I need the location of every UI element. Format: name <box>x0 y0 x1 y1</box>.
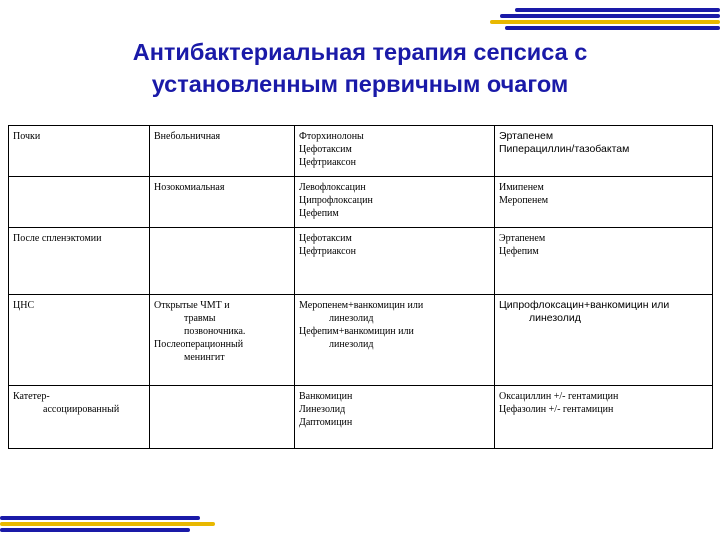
cell-site: ЦНС <box>9 295 150 386</box>
cell-first-line: Фторхинолоны Цефотаксим Цефтриаксон <box>295 126 495 177</box>
cell-site: Почки <box>9 126 150 177</box>
table-row <box>9 228 713 295</box>
cell-alternative: Имипенем Меропенем <box>495 177 713 228</box>
cell-type <box>150 228 295 295</box>
cell-alternative: Эртапенем Пиперациллин/тазобактам <box>495 126 713 177</box>
title-line-2: установленным первичным очагом <box>151 71 569 97</box>
cell-alternative: Оксациллин +/- гентамицин Цефазолин +/- гентамицин <box>495 386 713 449</box>
cell-site <box>9 177 150 228</box>
cell-first-line: Цефотаксим Цефтриаксон <box>295 228 495 295</box>
cell-alternative: Ципрофлоксацин+ванкомицин или линезолид <box>495 295 713 386</box>
cell-type: Нозокомиальная <box>150 177 295 228</box>
therapy-table <box>8 125 713 449</box>
page-title <box>0 36 720 100</box>
decor-stripes-top <box>490 0 720 40</box>
decor-stripes-bottom <box>0 510 230 540</box>
table-row <box>9 126 713 177</box>
cell-first-line: Левофлоксацин Ципрофлоксацин Цефепим <box>295 177 495 228</box>
cell-type: Внебольничная <box>150 126 295 177</box>
cell-first-line: Меропенем+ванкомицин или линезолид Цефепим+ванкомицин или линезолид <box>295 295 495 386</box>
cell-site: После спленэктомии <box>9 228 150 295</box>
table-row <box>9 177 713 228</box>
table-row <box>9 386 713 449</box>
cell-alternative: Эртапенем Цефепим <box>495 228 713 295</box>
cell-site: Катетер- ассоциированный <box>9 386 150 449</box>
title-line-1: Антибактериальная терапия сепсиса с <box>132 39 588 65</box>
table-row <box>9 295 713 386</box>
cell-type <box>150 386 295 449</box>
cell-first-line: Ванкомицин Линезолид Даптомицин <box>295 386 495 449</box>
cell-type: Открытые ЧМТ и травмы позвоночника. Послеоперационный менингит <box>150 295 295 386</box>
